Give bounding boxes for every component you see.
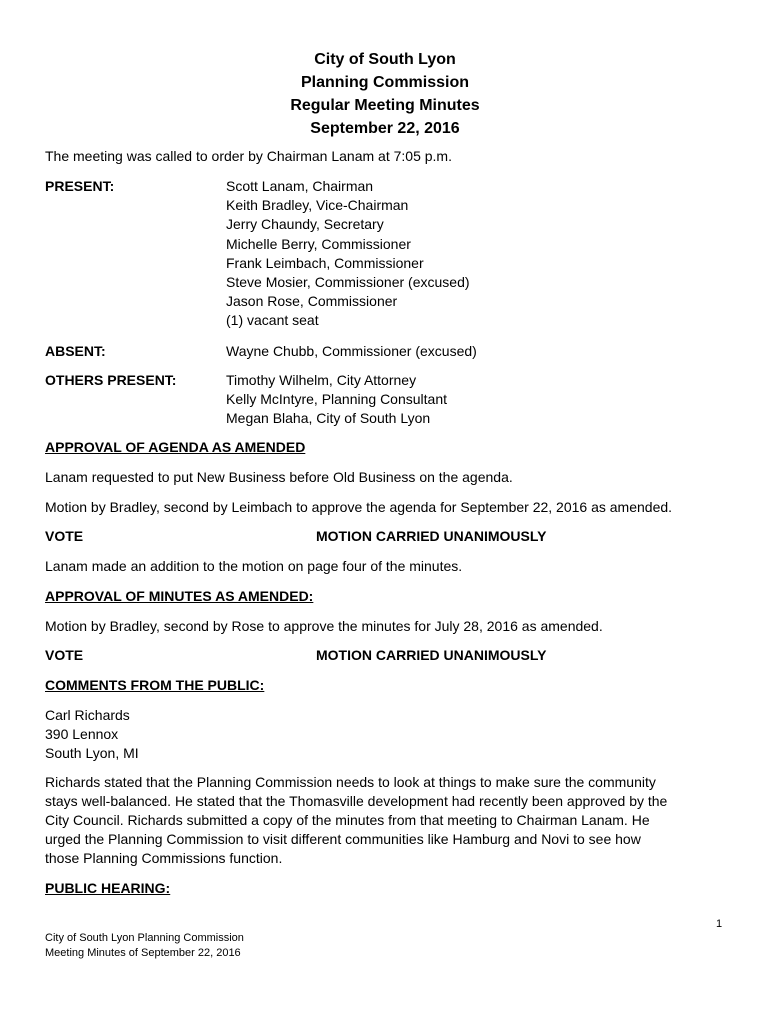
minutes-heading: APPROVAL OF MINUTES AS AMENDED: bbox=[45, 588, 314, 604]
present-member: Steve Mosier, Commissioner (excused) bbox=[226, 274, 470, 291]
absent-list bbox=[226, 342, 726, 361]
title-line-meeting-type: Regular Meeting Minutes bbox=[290, 97, 480, 114]
others-present-member: Kelly McIntyre, Planning Consultant bbox=[226, 391, 447, 408]
public-comments-heading: COMMENTS FROM THE PUBLIC: bbox=[45, 677, 265, 693]
comment-line: City Council. Richards submitted a copy of the minutes from that meeting to Chairman Lanam. He bbox=[45, 812, 650, 828]
present-list bbox=[226, 177, 726, 331]
present-member: Keith Bradley, Vice-Chairman bbox=[226, 197, 409, 214]
commenter-name: Carl Richards bbox=[45, 707, 130, 723]
vote-label: VOTE bbox=[45, 647, 84, 663]
absent-member: Wayne Chubb, Commissioner (excused) bbox=[226, 343, 477, 359]
call-to-order-text: The meeting was called to order by Chairman Lanam at 7:05 p.m. bbox=[45, 148, 452, 164]
agenda-heading: APPROVAL OF AGENDA AS AMENDED bbox=[45, 439, 306, 455]
footer-line: City of South Lyon Planning Commission bbox=[45, 932, 244, 944]
motion-result: MOTION CARRIED UNANIMOUSLY bbox=[316, 528, 547, 544]
present-member: Scott Lanam, Chairman bbox=[226, 178, 374, 194]
document-title bbox=[0, 48, 770, 140]
minutes-motion-text: Motion by Bradley, second by Rose to approve the minutes for July 28, 2016 as amended. bbox=[45, 618, 603, 634]
present-member: Michelle Berry, Commissioner bbox=[226, 235, 411, 252]
present-member: Frank Leimbach, Commissioner bbox=[226, 254, 424, 271]
commenter-address-line: 390 Lennox bbox=[45, 726, 119, 742]
present-member: Jason Rose, Commissioner bbox=[226, 293, 398, 310]
others-present-list bbox=[226, 371, 726, 429]
commenter-block bbox=[45, 706, 735, 763]
public-hearing-heading: PUBLIC HEARING: bbox=[45, 880, 171, 896]
others-present-member: Megan Blaha, City of South Lyon bbox=[226, 410, 431, 427]
agenda-motion-text: Motion by Bradley, second by Leimbach to approve the agenda for September 22, 2016 as amended. bbox=[45, 499, 673, 515]
motion-result: MOTION CARRIED UNANIMOUSLY bbox=[316, 647, 547, 663]
comment-line: stays well-balanced. He stated that the Thomasville development had recently been approved by the bbox=[45, 793, 668, 809]
others-present-label: OTHERS PRESENT: bbox=[45, 372, 177, 388]
footer bbox=[45, 931, 244, 961]
present-label: PRESENT: bbox=[45, 178, 115, 194]
comment-line: those Planning Commissions function. bbox=[45, 850, 283, 866]
vote-label: VOTE bbox=[45, 528, 84, 544]
present-member: Jerry Chaundy, Secretary bbox=[226, 216, 384, 233]
comment-line: Richards stated that the Planning Commission needs to look at things to make sure the community bbox=[45, 774, 656, 790]
title-line-date: September 22, 2016 bbox=[310, 120, 460, 137]
public-comment-body bbox=[45, 773, 735, 868]
title-line-city: City of South Lyon bbox=[314, 51, 456, 68]
agenda-request-text: Lanam requested to put New Business before Old Business on the agenda. bbox=[45, 469, 513, 485]
comment-line: urged the Planning Commission to visit different communities like Hamburg and Novi to see how bbox=[45, 831, 641, 847]
absent-label: ABSENT: bbox=[45, 343, 106, 359]
agenda-addition-text: Lanam made an addition to the motion on page four of the minutes. bbox=[45, 558, 463, 574]
title-line-commission: Planning Commission bbox=[300, 74, 469, 91]
footer-line: Meeting Minutes of September 22, 2016 bbox=[45, 947, 241, 959]
others-present-member: Timothy Wilhelm, City Attorney bbox=[226, 372, 417, 388]
commenter-address-line: South Lyon, MI bbox=[45, 745, 139, 761]
page-number: 1 bbox=[716, 918, 723, 930]
present-member: (1) vacant seat bbox=[226, 312, 319, 329]
